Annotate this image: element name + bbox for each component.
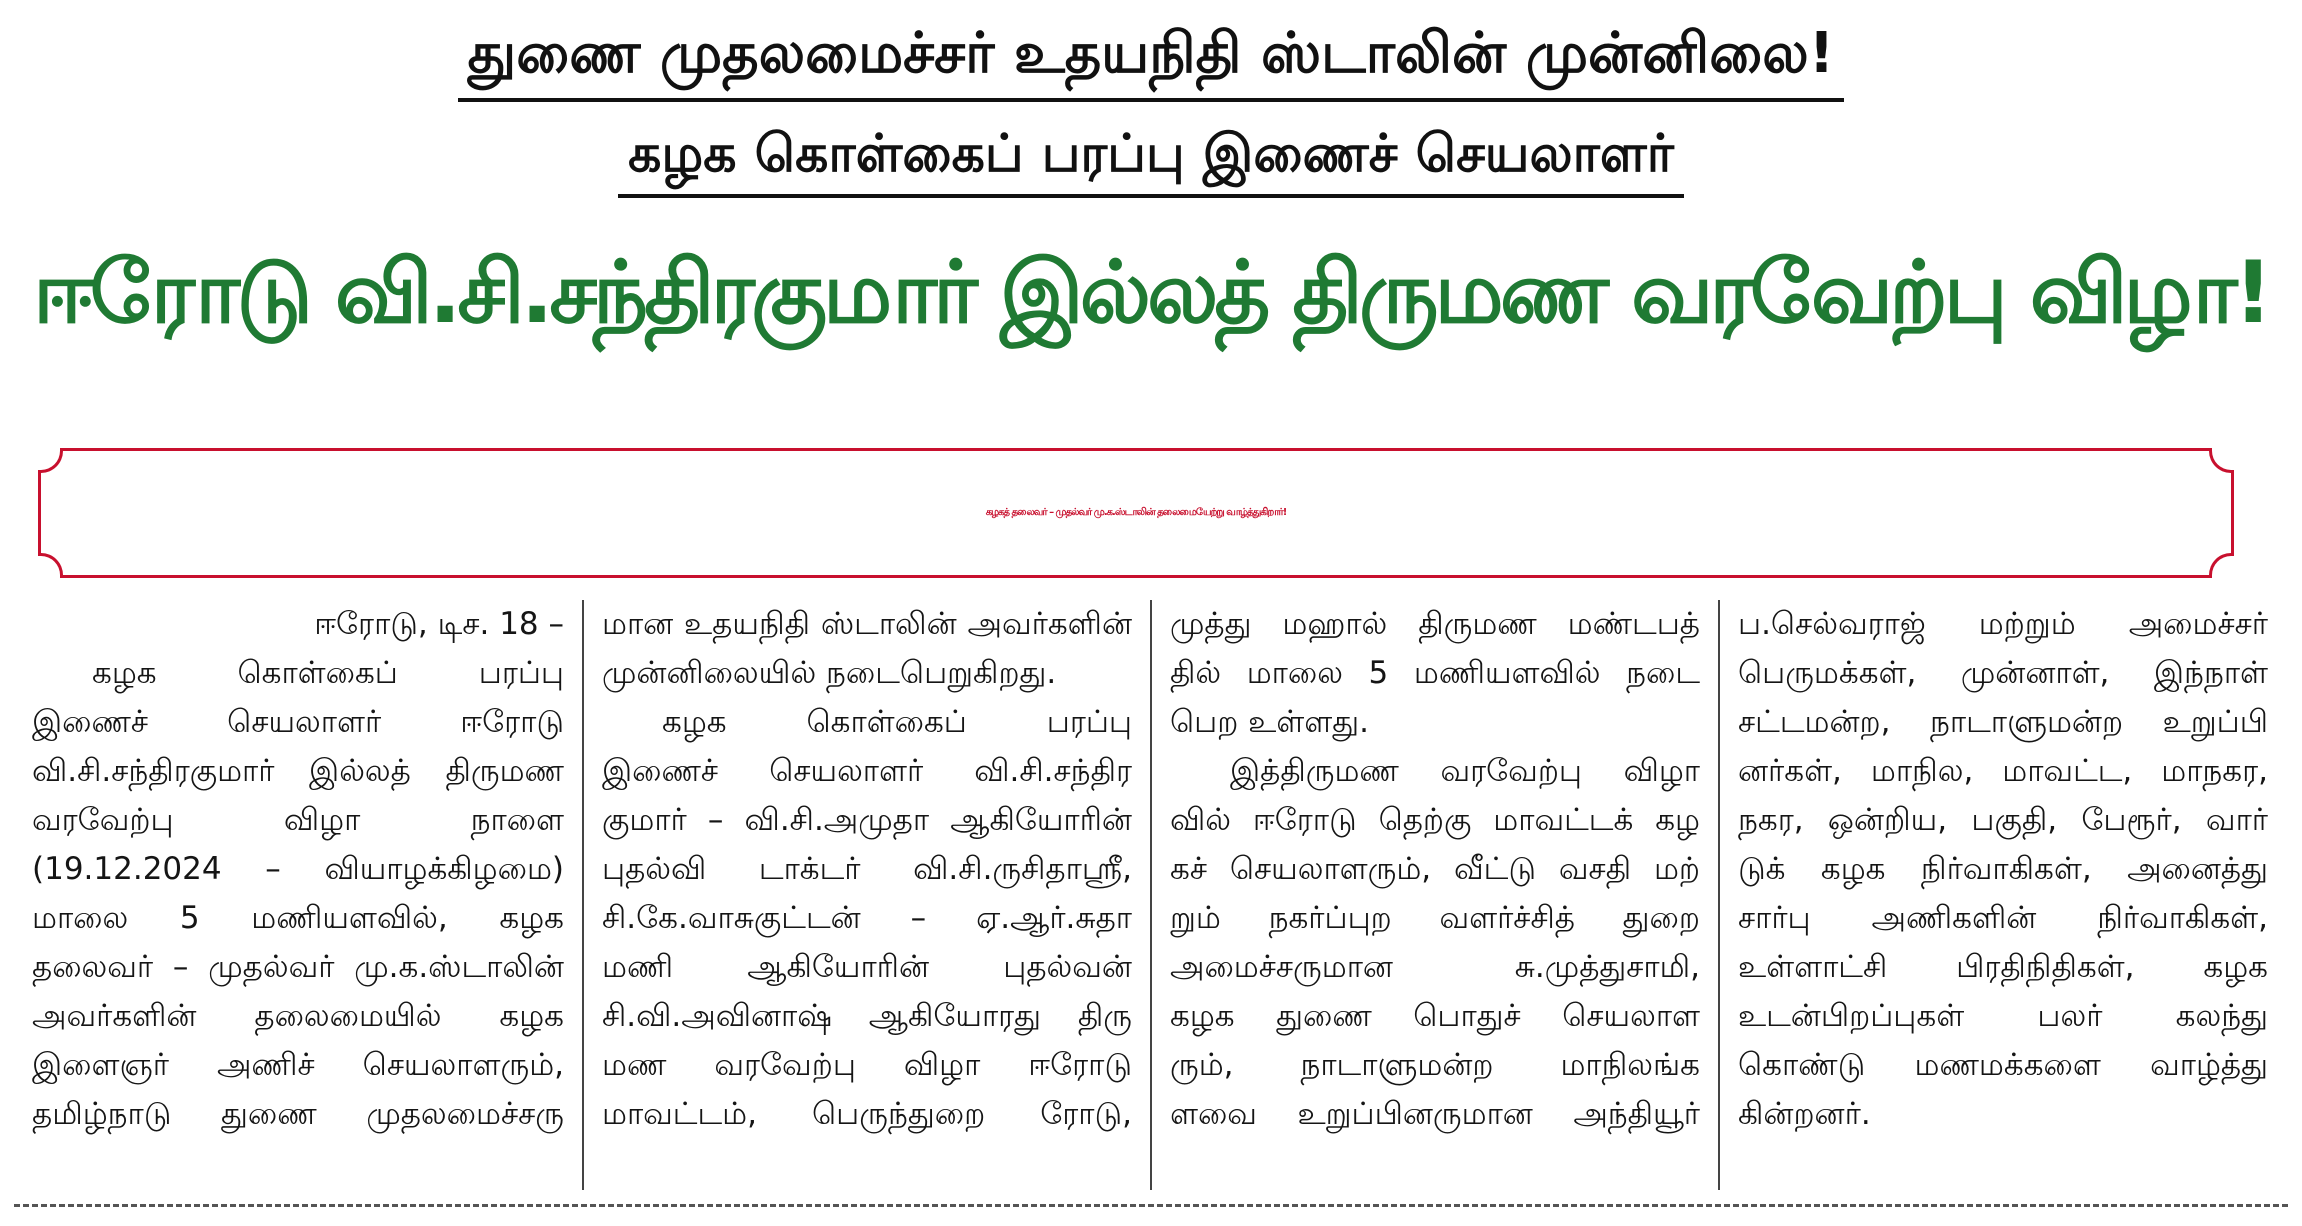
body-line: வரவேற்பு விழா நாளை xyxy=(32,802,564,838)
body-line: உடன்பிறப்புகள் பலர் கலந்து xyxy=(1738,998,2268,1034)
body-line: பெற உள்ளது. xyxy=(1170,704,1369,740)
article-column-3 xyxy=(1150,600,1718,1190)
article-body xyxy=(14,600,2288,1190)
subheadline-banner xyxy=(38,448,2234,578)
article-column-1 xyxy=(14,600,582,1190)
body-line: முன்னிலையில் நடைபெறுகிறது. xyxy=(602,655,1057,691)
article-column-2 xyxy=(582,600,1150,1190)
body-line: பெருமக்கள், முன்னாள், இந்நாள் xyxy=(1738,655,2268,691)
body-line: தில் மாலை 5 மணியளவில் நடை xyxy=(1170,655,1700,691)
body-line: இணைச் செயலாளர் ஈரோடு xyxy=(32,704,564,740)
body-line: அவர்களின் தலைமையில் கழக xyxy=(32,998,564,1034)
body-line: இளைஞர் அணிச் செயலாளரும், xyxy=(32,1047,564,1083)
banner-text: கழகத் தலைவர் – முதல்வர் மு.க.ஸ்டாலின் தலைமையேற்று வாழ்த்துகிறார்! xyxy=(985,507,1287,518)
body-line: இத்திருமண வரவேற்பு விழா xyxy=(1230,753,1700,789)
body-line: சார்பு அணிகளின் நிர்வாகிகள், xyxy=(1738,900,2268,936)
body-line: (19.12.2024 – வியாழக்கிழமை) xyxy=(32,851,564,887)
kicker-line-2 xyxy=(0,118,2302,198)
body-line: மான உதயநிதி ஸ்டாலின் அவர்களின் xyxy=(602,606,1132,642)
body-line: கொண்டு மணமக்களை வாழ்த்து xyxy=(1738,1047,2268,1083)
body-line: குமார் – வி.சி.அமுதா ஆகியோரின் xyxy=(602,802,1132,838)
article-column-4 xyxy=(1718,600,2286,1190)
body-line: கின்றனர். xyxy=(1738,1096,1871,1132)
body-line: உள்ளாட்சி பிரதிநிதிகள், கழக xyxy=(1738,949,2268,985)
body-line: தமிழ்நாடு துணை முதலமைச்சரு xyxy=(32,1096,564,1132)
body-line: மணி ஆகியோரின் புதல்வன் xyxy=(602,949,1132,985)
body-line: னர்கள், மாநில, மாவட்ட, மாநகர, xyxy=(1738,753,2268,789)
kicker-line-1-text: துணை முதலமைச்சர் உதயநிதி ஸ்டாலின் முன்னிலை! xyxy=(458,14,1845,102)
body-line: கழக கொள்கைப் பரப்பு xyxy=(92,655,564,691)
body-line: நகர, ஒன்றிய, பகுதி, பேரூர், வார் xyxy=(1738,802,2268,838)
headline: ஈரோடு வி.சி.சந்திரகுமார் இல்லத் திருமண வரவேற்பு விழா! xyxy=(33,243,2269,343)
body-line: வி.சி.சந்திரகுமார் இல்லத் திருமண xyxy=(32,753,564,789)
kicker-line-2-text: கழக கொள்கைப் பரப்பு இணைச் செயலாளர் xyxy=(618,118,1684,198)
body-line: சி.கே.வாசுகுட்டன் – ஏ.ஆர்.சுதா xyxy=(602,900,1132,936)
body-line: டுக் கழக நிர்வாகிகள், அனைத்து xyxy=(1738,851,2268,887)
dateline: ஈரோடு, டிச. 18 – xyxy=(314,606,564,642)
body-line: தலைவர் – முதல்வர் மு.க.ஸ்டாலின் xyxy=(32,949,564,985)
kicker-line-1 xyxy=(0,14,2302,102)
body-line: மண வரவேற்பு விழா ஈரோடு xyxy=(602,1047,1132,1083)
body-line: அமைச்சருமான சு.முத்துசாமி, xyxy=(1170,949,1700,985)
body-line: சி.வி.அவினாஷ் ஆகியோரது திரு xyxy=(602,998,1132,1034)
body-line: றும் நகர்ப்புற வளர்ச்சித் துறை xyxy=(1170,900,1700,936)
body-line: புதல்வி டாக்டர் வி.சி.ருசிதாஸ்ரீ, xyxy=(602,851,1132,887)
bottom-dashed-rule xyxy=(14,1204,2288,1207)
body-line: சட்டமன்ற, நாடாளுமன்ற உறுப்பி xyxy=(1738,704,2268,740)
body-line: வில் ஈரோடு தெற்கு மாவட்டக் கழ xyxy=(1170,802,1700,838)
body-line: மாலை 5 மணியளவில், கழக xyxy=(32,900,564,936)
body-line: முத்து மஹால் திருமண மண்டபத் xyxy=(1170,606,1700,642)
body-line: இணைச் செயலாளர் வி.சி.சந்திர xyxy=(602,753,1132,789)
body-line: கச் செயலாளரும், வீட்டு வசதி மற் xyxy=(1170,851,1700,887)
body-line: ரும், நாடாளுமன்ற மாநிலங்க xyxy=(1170,1047,1700,1083)
body-line: மாவட்டம், பெருந்துறை ரோடு, xyxy=(602,1096,1132,1132)
body-line: ளவை உறுப்பினருமான அந்தியூர் xyxy=(1170,1096,1700,1132)
body-line: கழக துணை பொதுச் செயலாள xyxy=(1170,998,1700,1034)
body-line: ப.செல்வராஜ் மற்றும் அமைச்சர் xyxy=(1738,606,2268,642)
body-line: கழக கொள்கைப் பரப்பு xyxy=(662,704,1132,740)
